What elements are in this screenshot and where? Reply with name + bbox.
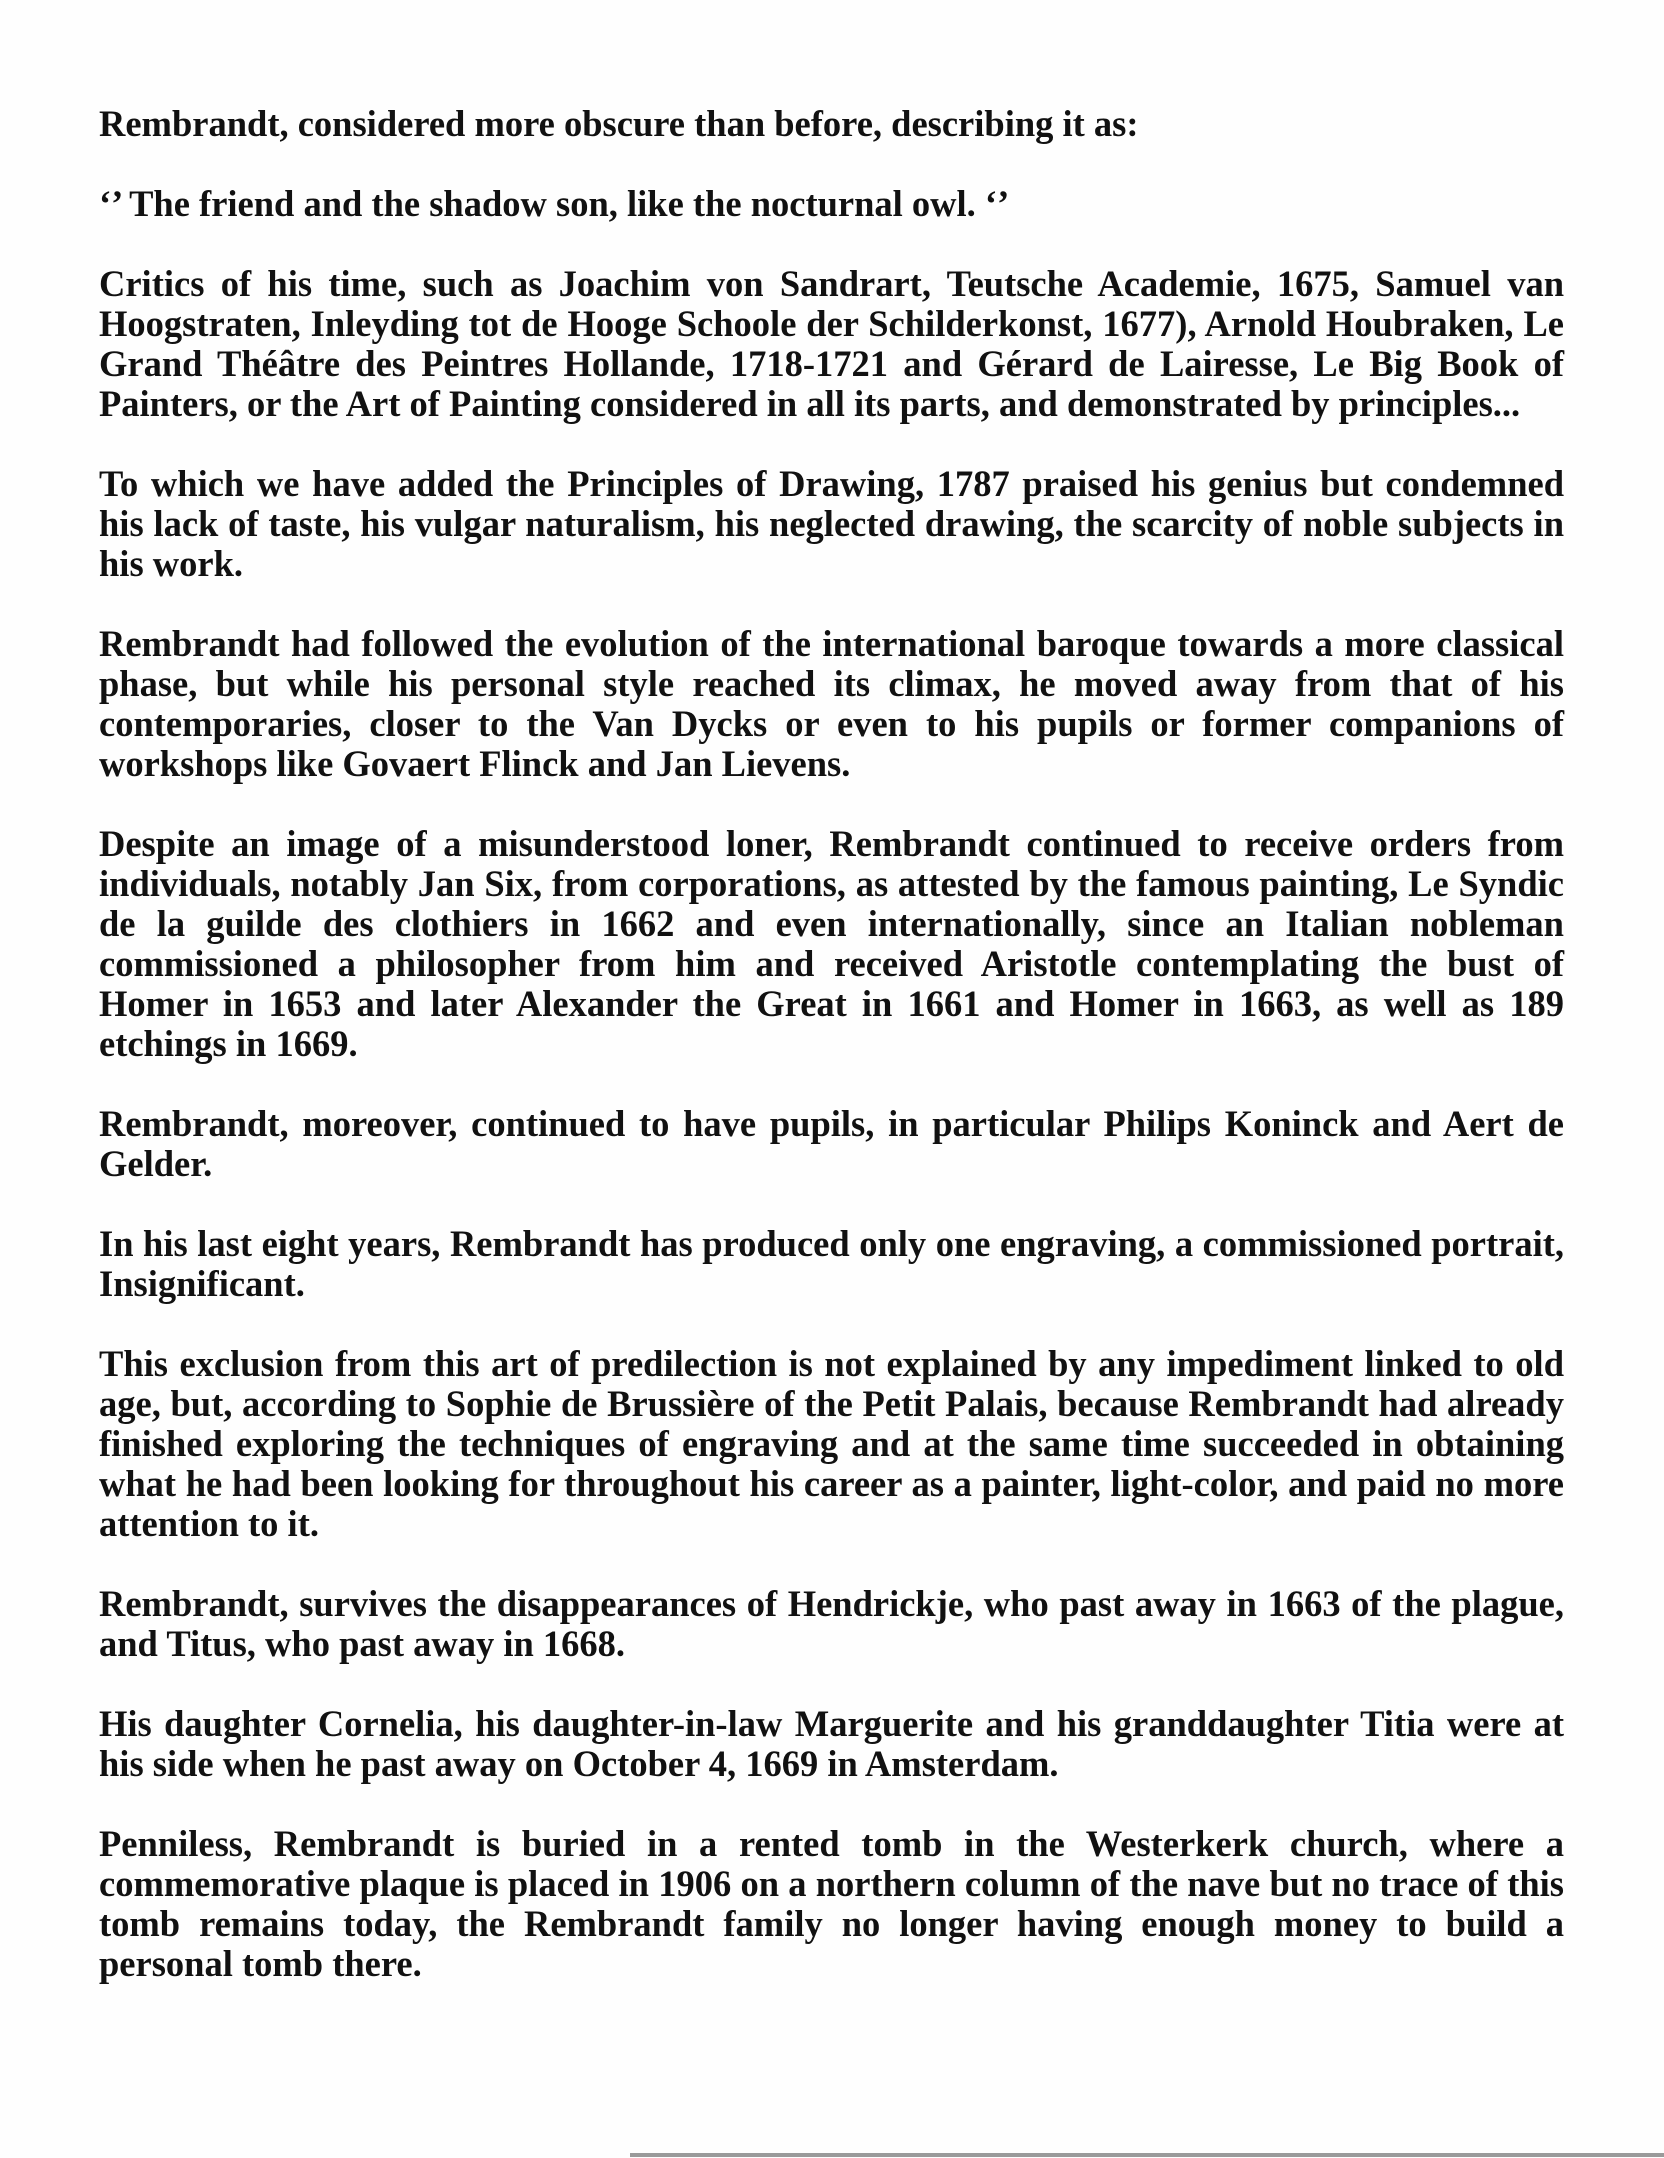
paragraph: To which we have added the Principles of Drawing, 1787 praised his genius but condemned his lack of taste, his vulgar naturalism, his neglected drawing, the scarcity of noble subjects in his work. <box>99 463 1564 584</box>
paragraph: Despite an image of a misunderstood loner, Rembrandt continued to receive orders from individuals, notably Jan Six, from corporations, as attested by the famous painting, Le Syndic de la guilde des clothiers in 1662 and even internationally, since an Italian nobleman commissioned a philosopher from him and received Aristotle contemplating the bust of Homer in 1653 and later Alexander the Great in 1661 and Homer in 1663, as well as 189 etchings in 1669. <box>99 823 1564 1064</box>
paragraph: Penniless, Rembrandt is buried in a rented tomb in the Westerkerk church, where a commemorative plaque is placed in 1906 on a northern column of the nave but no trace of this tomb remains today, the Rembrandt family no longer having enough money to build a personal tomb there. <box>99 1823 1564 1984</box>
document-body <box>99 104 1564 1984</box>
paragraph: Rembrandt had followed the evolution of the international baroque towards a more classical phase, but while his personal style reached its climax, he moved away from that of his contemporaries, closer to the Van Dycks or even to his pupils or former companions of workshops like Govaert Flinck and Jan Lievens. <box>99 623 1564 784</box>
paragraph: His daughter Cornelia, his daughter-in-law Marguerite and his granddaughter Titia were at his side when he past away on October 4, 1669 in Amsterdam. <box>99 1703 1564 1784</box>
paragraph: Critics of his time, such as Joachim von Sandrart, Teutsche Academie, 1675, Samuel van Hoogstraten, Inleyding tot de Hooge Schoole der Schilderkonst, 1677), Arnold Houbraken, Le Grand Théâtre des Peintres Hollande, 1718-1721 and Gérard de Lairesse, Le Big Book of Painters, or the Art of Painting considered in all its parts, and demonstrated by principles... <box>99 263 1564 424</box>
page-bottom-rule <box>630 2153 1664 2157</box>
paragraph: In his last eight years, Rembrandt has produced only one engraving, a commissioned portrait, Insignificant. <box>99 1223 1564 1304</box>
paragraph: Rembrandt, moreover, continued to have pupils, in particular Philips Koninck and Aert de Gelder. <box>99 1103 1564 1184</box>
paragraph: Rembrandt, considered more obscure than before, describing it as: <box>99 103 1139 144</box>
quotation: ‘’ The friend and the shadow son, like the nocturnal owl. ‘’ <box>99 183 1010 224</box>
paragraph: This exclusion from this art of predilection is not explained by any impediment linked to old age, but, according to Sophie de Brussière of the Petit Palais, because Rembrandt had already finished exploring the techniques of engraving and at the same time succeeded in obtaining what he had been looking for throughout his career as a painter, light-color, and paid no more attention to it. <box>99 1343 1564 1544</box>
paragraph: Rembrandt, survives the disappearances of Hendrickje, who past away in 1663 of the plague, and Titus, who past away in 1668. <box>99 1583 1564 1664</box>
